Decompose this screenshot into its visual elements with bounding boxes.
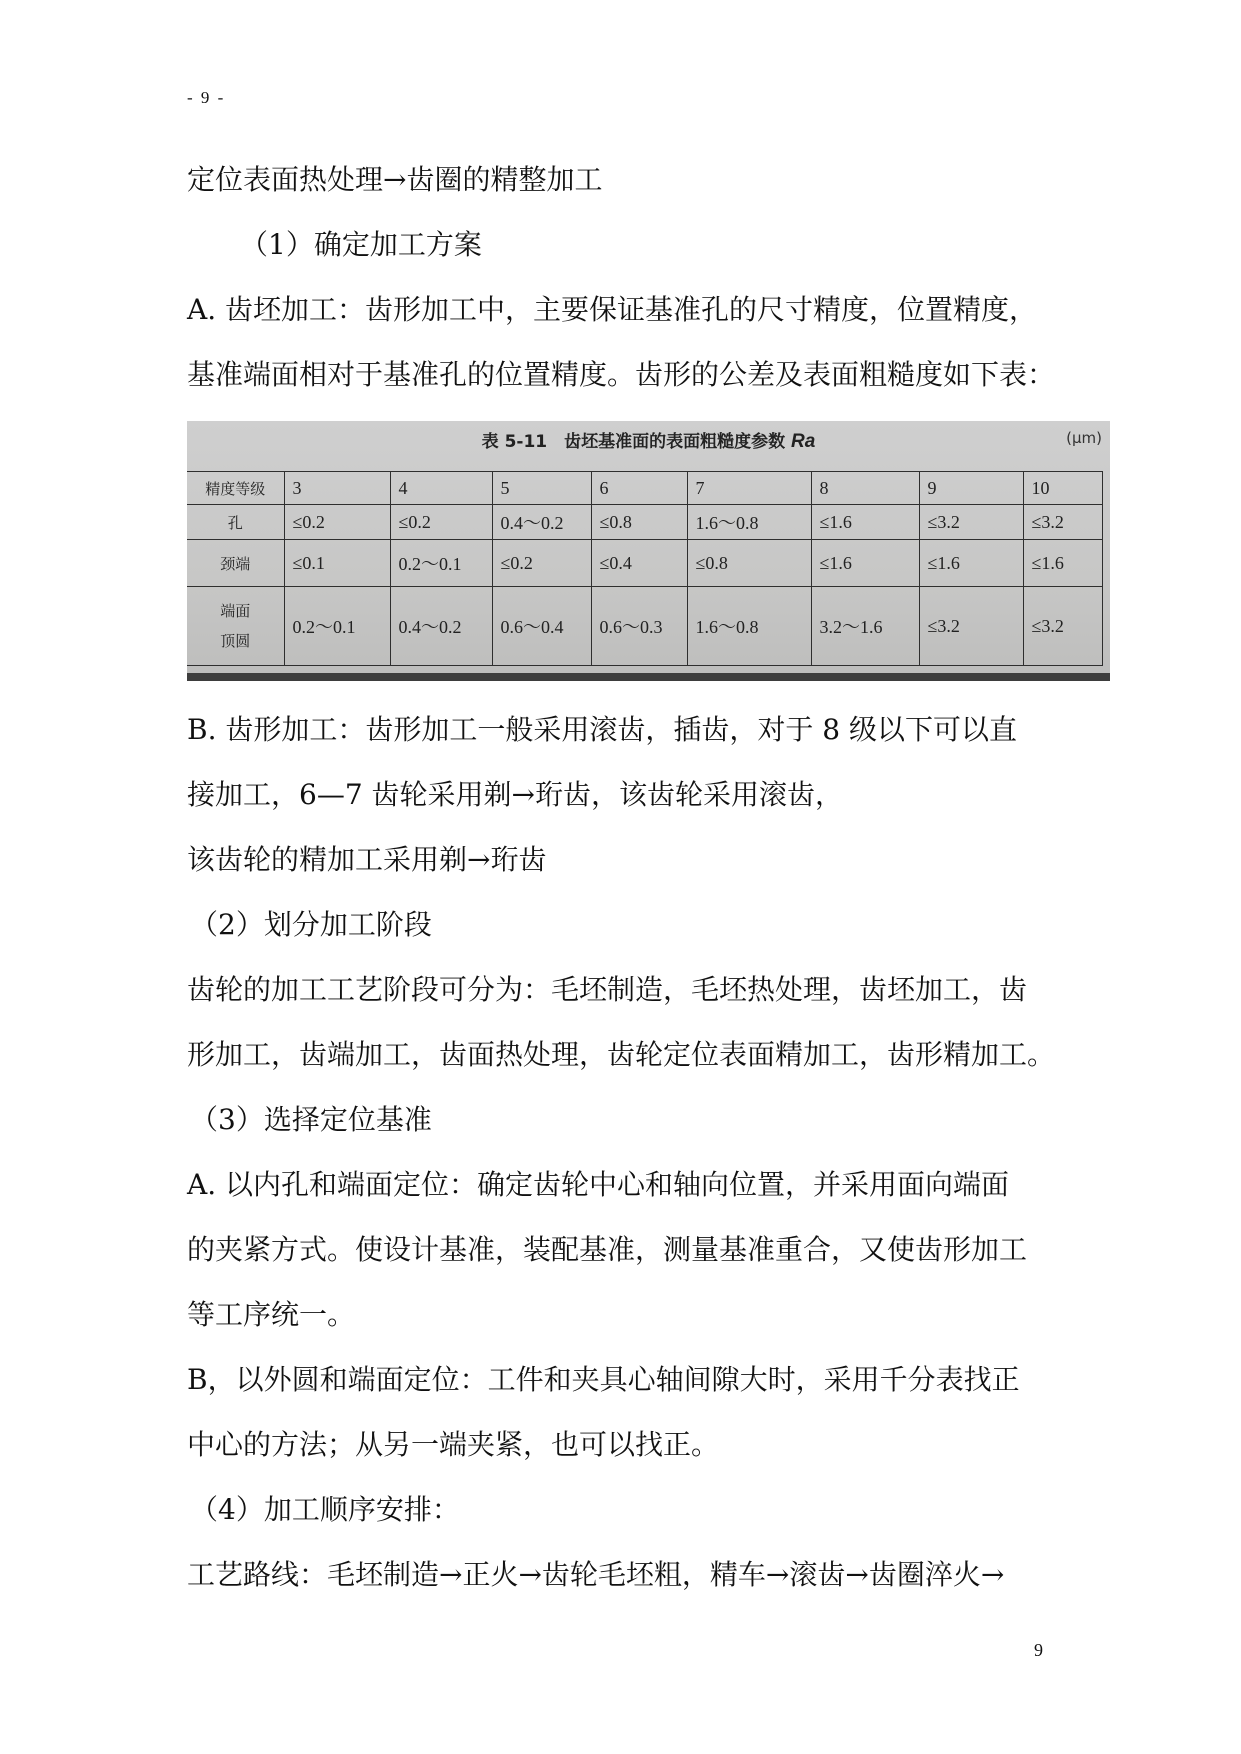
value-cell: ≤0.8	[687, 540, 811, 587]
table-caption	[187, 427, 1110, 453]
table-caption-symbol: Ra	[791, 431, 816, 452]
value-cell: 0.6～0.4	[492, 587, 591, 666]
value-cell: ≤3.2	[1023, 587, 1102, 666]
table-unit: (μm)	[1066, 429, 1102, 447]
paragraph-blank-machining-1: A. 齿坯加工：齿形加工中，主要保证基准孔的尺寸精度，位置精度，	[187, 293, 1038, 326]
table-header-row	[187, 472, 1102, 505]
paragraph-tooth-machining-3: 该齿轮的精加工采用剃→珩齿	[187, 843, 547, 876]
value-cell: 1.6～0.8	[687, 587, 811, 666]
value-cell: ≤0.8	[591, 505, 687, 540]
value-cell: ≤0.2	[390, 505, 492, 540]
page-number: 9	[1034, 1640, 1043, 1660]
paragraph-datum-b-2: 中心的方法；从另一端夹紧，也可以找正。	[187, 1428, 720, 1461]
grade-cell: 10	[1023, 472, 1102, 505]
value-cell: ≤3.2	[919, 587, 1023, 666]
paragraph-datum-a-2: 的夹紧方式。使设计基准，装配基准，测量基准重合，又使齿形加工	[187, 1233, 1028, 1266]
value-cell: ≤0.2	[284, 505, 390, 540]
table-caption-text: 表 5-11 齿坯基准面的表面粗糙度参数	[481, 432, 786, 452]
value-cell: ≤1.6	[811, 540, 919, 587]
paragraph-process-route: 工艺路线：毛坯制造→正火→齿轮毛坯粗，精车→滚齿→齿圈淬火→	[187, 1558, 1005, 1591]
paragraph-datum-a-1: A. 以内孔和端面定位：确定齿轮中心和轴向位置，并采用面向端面	[187, 1168, 1010, 1201]
heading-determine-plan: （1）确定加工方案	[240, 228, 482, 261]
value-cell: 1.6～0.8	[687, 505, 811, 540]
value-cell: ≤1.6	[1023, 540, 1102, 587]
value-cell: 0.4～0.2	[390, 587, 492, 666]
paragraph-stages-1: 齿轮的加工工艺阶段可分为：毛坯制造，毛坯热处理，齿坯加工，齿	[187, 973, 1028, 1006]
value-cell: 0.2～0.1	[284, 587, 390, 666]
paragraph-stages-2: 形加工，齿端加工，齿面热处理，齿轮定位表面精加工，齿形精加工。	[187, 1038, 1056, 1071]
row-label-line1: 端面	[220, 602, 251, 620]
grade-cell: 8	[811, 472, 919, 505]
paragraph-datum-b-1: B，以外圆和端面定位：工件和夹具心轴间隙大时，采用千分表找正	[187, 1363, 1020, 1396]
value-cell: ≤3.2	[919, 505, 1023, 540]
paragraph-heat-treatment: 定位表面热处理→齿圈的精整加工	[187, 163, 603, 196]
row-label-cell: 颈端	[187, 540, 284, 587]
grade-cell: 3	[284, 472, 390, 505]
value-cell: ≤0.4	[591, 540, 687, 587]
value-cell: ≤1.6	[919, 540, 1023, 587]
table-row-face	[187, 587, 1102, 666]
value-cell: ≤0.1	[284, 540, 390, 587]
roughness-table	[187, 471, 1103, 666]
header-label-cell: 精度等级	[187, 472, 284, 505]
page-header-marker: - 9 -	[187, 88, 226, 107]
table-row-neck	[187, 540, 1102, 587]
value-cell: ≤1.6	[811, 505, 919, 540]
grade-cell: 7	[687, 472, 811, 505]
grade-cell: 9	[919, 472, 1023, 505]
roughness-table-image	[187, 421, 1110, 681]
heading-divide-stages: （2）划分加工阶段	[190, 908, 432, 941]
value-cell: 3.2～1.6	[811, 587, 919, 666]
value-cell: 0.6～0.3	[591, 587, 687, 666]
paragraph-datum-a-3: 等工序统一。	[187, 1298, 356, 1331]
heading-select-datum: （3）选择定位基准	[190, 1103, 432, 1136]
row-label-line2: 顶圆	[220, 632, 251, 650]
row-label-cell	[187, 587, 284, 666]
value-cell: ≤3.2	[1023, 505, 1102, 540]
paragraph-blank-machining-2: 基准端面相对于基准孔的位置精度。齿形的公差及表面粗糙度如下表：	[187, 358, 1056, 391]
paragraph-tooth-machining-1: B. 齿形加工：齿形加工一般采用滚齿，插齿，对于 8 级以下可以直	[187, 713, 1017, 746]
row-label-cell: 孔	[187, 505, 284, 540]
grade-cell: 5	[492, 472, 591, 505]
heading-machining-sequence: （4）加工顺序安排：	[190, 1493, 460, 1526]
value-cell: 0.2～0.1	[390, 540, 492, 587]
grade-cell: 4	[390, 472, 492, 505]
grade-cell: 6	[591, 472, 687, 505]
table-row-hole	[187, 505, 1102, 540]
value-cell: 0.4～0.2	[492, 505, 591, 540]
paragraph-tooth-machining-2: 接加工，6—7 齿轮采用剃→珩齿，该齿轮采用滚齿，	[187, 778, 843, 811]
value-cell: ≤0.2	[492, 540, 591, 587]
